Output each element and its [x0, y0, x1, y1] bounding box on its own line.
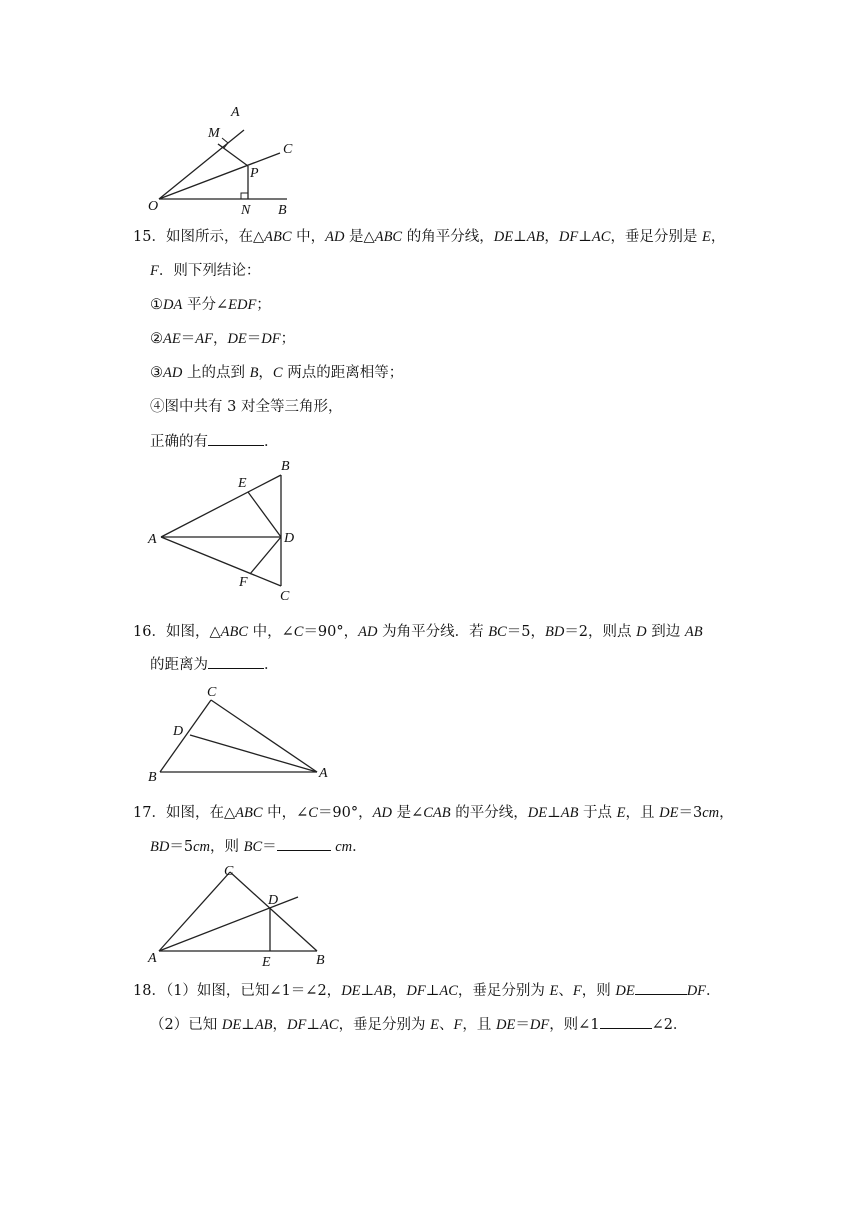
- q18-var: F: [572, 983, 582, 999]
- q15-var: DA: [163, 297, 183, 313]
- q15-var: DE: [493, 229, 514, 245]
- q16-var: ABC: [220, 624, 248, 640]
- q17-var: E: [616, 805, 626, 821]
- q17-text: 于点: [578, 805, 617, 821]
- q15-text: ；: [280, 331, 296, 347]
- q15-text: ；: [256, 297, 271, 313]
- q17-var: BD: [150, 839, 170, 855]
- q17-triangle-figure: [140, 860, 340, 970]
- q17-text: ，: [719, 805, 734, 821]
- q18-var: DE: [496, 1017, 516, 1033]
- label-B: B: [278, 203, 287, 218]
- label-P: P: [250, 166, 259, 181]
- q18-part1: [133, 980, 721, 1001]
- q16-line2: [150, 654, 279, 675]
- q17-text: 是∠: [391, 805, 424, 821]
- q15-var: AB: [526, 229, 545, 245]
- q17-var: C: [308, 805, 318, 821]
- label-F: F: [239, 575, 248, 590]
- q15-text: 如图所示，在△: [165, 229, 265, 245]
- q18-var: DF: [406, 983, 426, 999]
- q15-text: ＝: [246, 331, 262, 347]
- q15-text: 平分∠: [182, 297, 229, 313]
- q17-var: AB: [560, 805, 579, 821]
- q17-unit: cm: [702, 805, 720, 821]
- q17-var: BC: [243, 839, 263, 855]
- q15-text: 的角平分线，: [402, 229, 494, 245]
- q17-text: ⊥: [547, 805, 561, 821]
- q18-text: ．: [706, 983, 721, 999]
- q15-text: ，垂足分别是: [610, 229, 703, 245]
- q18-var: F: [453, 1017, 463, 1033]
- q17-text: 中，∠: [262, 805, 309, 821]
- q17-text: ＝3: [678, 805, 703, 821]
- label-O: O: [148, 199, 159, 214]
- q17-text: ＝90°，: [317, 805, 373, 821]
- q17-var: DE: [659, 805, 679, 821]
- q18-var: AB: [254, 1017, 273, 1033]
- q15-var: ABC: [374, 229, 403, 245]
- q18-text: ，垂足分别为: [338, 1017, 431, 1033]
- q16-var: AD: [358, 624, 378, 640]
- q16-text: ＝2，则点: [564, 624, 637, 640]
- q15-line2: [150, 261, 260, 281]
- q16-text: 的距离为: [150, 657, 208, 673]
- q17-var: CAB: [423, 805, 451, 821]
- answer-blank[interactable]: [208, 654, 264, 669]
- q17-text: 的平分线，: [450, 805, 528, 821]
- q15-text: ，: [544, 229, 559, 245]
- q17-text: ，则: [210, 839, 244, 855]
- item-mark: ②: [150, 331, 163, 347]
- q15-var: EDF: [228, 297, 257, 313]
- angle-bisector-figure: [140, 100, 310, 220]
- q15-var: AD: [325, 229, 345, 245]
- q18-text: ，: [272, 1017, 288, 1033]
- q15-triangle-figure: [140, 455, 320, 605]
- q15-text: ，: [258, 365, 273, 381]
- label-E: E: [262, 955, 271, 970]
- q18-text: ∠2．: [651, 1017, 688, 1033]
- q17-text: ＝: [262, 839, 277, 855]
- label-C: C: [224, 864, 234, 879]
- q18-var: AC: [439, 983, 458, 999]
- q17-var: ABC: [235, 805, 263, 821]
- label-N: N: [241, 203, 251, 218]
- q18-var: DE: [221, 1017, 242, 1033]
- q16-text: ．: [264, 657, 279, 673]
- q15-var: AF: [195, 331, 213, 347]
- q17-unit: cm: [193, 839, 210, 855]
- q16-text: ＝90°，: [303, 624, 359, 640]
- q17-text: 如图，在△: [165, 805, 236, 821]
- q15-item2: [150, 329, 295, 349]
- label-D: D: [173, 724, 184, 739]
- q18-var: AB: [374, 983, 392, 999]
- label-A: A: [148, 951, 157, 966]
- q18-number: 18．: [133, 983, 166, 999]
- q17-line1: [133, 803, 734, 823]
- label-B: B: [281, 459, 290, 474]
- q18-text: 、: [439, 1017, 454, 1033]
- q15-text: ，: [710, 229, 726, 245]
- q18-text: ⊥: [360, 983, 375, 999]
- q16-var: BC: [488, 624, 507, 640]
- q15-text: 是△: [344, 229, 375, 245]
- q16-text: 中，∠: [248, 624, 294, 640]
- q18-var: DF: [287, 1017, 307, 1033]
- q15-text: 上的点到: [182, 365, 250, 381]
- q15-text: 两点的距离相等；: [282, 365, 404, 381]
- answer-blank[interactable]: [208, 431, 264, 446]
- label-A: A: [319, 766, 328, 781]
- q16-var: D: [636, 624, 647, 640]
- q18-text: （2）已知: [150, 1017, 222, 1033]
- q16-text: ＝5，: [506, 624, 545, 640]
- q15-var: E: [702, 229, 711, 245]
- q18-text: ，垂足分别为: [457, 983, 550, 999]
- q15-answer-line: [150, 431, 279, 452]
- q18-text: ⊥: [241, 1017, 255, 1033]
- answer-blank[interactable]: [600, 1014, 652, 1029]
- q15-line1: [133, 227, 725, 247]
- q18-var: AC: [320, 1017, 339, 1033]
- q18-text: ，: [391, 983, 407, 999]
- q18-text: （1）如图，已知∠1＝∠2，: [165, 983, 342, 999]
- q15-text: 正确的有: [150, 434, 208, 450]
- label-C: C: [280, 589, 290, 604]
- q17-text: ，且: [625, 805, 660, 821]
- label-C: C: [283, 142, 293, 157]
- q15-text: 图中共有 3 对全等三角形，: [164, 399, 343, 415]
- q15-text: ⊥: [513, 229, 527, 245]
- q15-var: ABC: [264, 229, 292, 245]
- q18-text: 、: [558, 983, 573, 999]
- q15-item3: [150, 363, 403, 383]
- q18-part2: [150, 1014, 687, 1035]
- q17-text: ．: [352, 839, 367, 855]
- q18-text: ⊥: [425, 983, 440, 999]
- item-mark: ③: [150, 365, 163, 381]
- answer-blank[interactable]: [635, 980, 687, 995]
- q18-text: ，且: [462, 1017, 496, 1033]
- label-D: D: [268, 893, 279, 908]
- q18-var: E: [549, 983, 559, 999]
- q15-item1: [150, 295, 271, 315]
- q15-var: AE: [163, 331, 181, 347]
- q15-var: DF: [261, 331, 281, 347]
- q16-number: 16．: [133, 624, 166, 640]
- q17-text: ＝5: [169, 839, 194, 855]
- q18-text: ，则: [581, 983, 616, 999]
- label-M: M: [208, 126, 220, 141]
- q16-triangle-figure: [140, 680, 340, 785]
- answer-blank[interactable]: [277, 836, 331, 851]
- q15-text: ，: [212, 331, 228, 347]
- q17-unit: cm: [335, 839, 353, 855]
- label-B: B: [148, 770, 157, 785]
- q15-var: DE: [227, 331, 247, 347]
- q15-text: ．则下列结论：: [158, 263, 261, 279]
- q18-text: ，则∠1: [549, 1017, 600, 1033]
- q18-text: ＝: [515, 1017, 530, 1033]
- q17-var: AD: [372, 805, 392, 821]
- q15-text: ．: [264, 434, 279, 450]
- label-C: C: [207, 685, 217, 700]
- q18-text: ⊥: [306, 1017, 321, 1033]
- q18-var: DF: [686, 983, 707, 999]
- q17-line2: [150, 836, 367, 857]
- q16-var: AB: [684, 624, 703, 640]
- label-D: D: [284, 531, 295, 546]
- item-mark: ①: [150, 297, 163, 313]
- q18-var: E: [430, 1017, 440, 1033]
- item-mark: ④: [150, 399, 165, 415]
- q15-text: ⊥: [578, 229, 592, 245]
- q15-item4: [150, 397, 342, 417]
- q16-line1: [133, 622, 703, 642]
- q16-var: C: [293, 624, 304, 640]
- q15-number: 15．: [133, 229, 166, 245]
- q15-var: B: [249, 365, 259, 381]
- label-A: A: [148, 532, 157, 547]
- q15-text: 中，: [291, 229, 326, 245]
- q17-number: 17．: [133, 805, 166, 821]
- q18-var: DF: [529, 1017, 550, 1033]
- q15-text: ＝: [180, 331, 196, 347]
- q16-text: 如图，△: [165, 624, 221, 640]
- q16-text: 为角平分线．若: [377, 624, 489, 640]
- label-B: B: [316, 953, 325, 968]
- q15-var: DF: [558, 229, 579, 245]
- q15-var: AC: [591, 229, 611, 245]
- q15-var: AD: [163, 365, 183, 381]
- q18-var: DE: [341, 983, 361, 999]
- q16-text: 到边: [646, 624, 685, 640]
- label-A: A: [231, 105, 240, 120]
- q17-var: DE: [527, 805, 548, 821]
- q16-var: BD: [544, 624, 565, 640]
- q18-var: DE: [615, 983, 635, 999]
- label-E: E: [238, 476, 247, 491]
- q15-var: F: [150, 263, 159, 279]
- q15-var: C: [272, 365, 283, 381]
